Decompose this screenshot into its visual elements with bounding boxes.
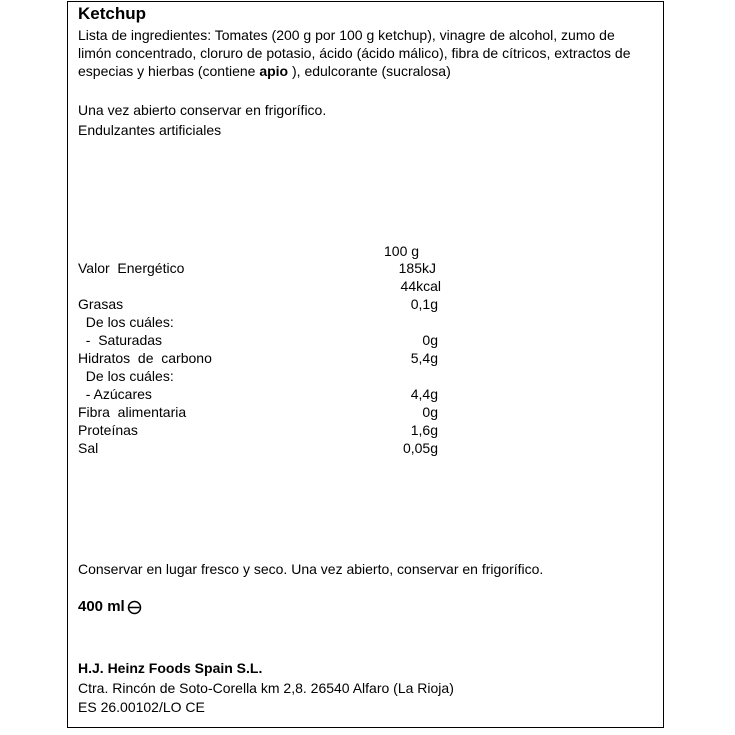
nutrition-row-carbs-of-which (78, 368, 430, 386)
nutrition-value: 185kJ (398, 260, 436, 276)
nutrition-label: Sal (78, 440, 99, 456)
nutrition-value: 0,05g (402, 440, 438, 456)
nutrition-label: - Azúcares (78, 386, 152, 402)
nutrition-label: - Saturadas (78, 332, 163, 348)
estimated-sign-icon (127, 600, 142, 615)
sweetener-note: Endulzantes artificiales (78, 122, 222, 138)
nutrition-header: 100 g (384, 243, 420, 259)
nutrition-row-carbohydrates (78, 350, 438, 368)
nutrition-row-fat-of-which (78, 314, 430, 332)
nutrition-value: 0g (422, 404, 438, 420)
net-quantity-value: 400 ml (78, 598, 125, 615)
nutrition-label: De los cuáles: (78, 314, 174, 330)
storage-note: Una vez abierto conservar en frigorífico. (78, 102, 327, 118)
nutrition-row-protein (78, 422, 438, 440)
allergen-highlight: apio (259, 63, 289, 79)
company-registry: ES 26.00102/LO CE (78, 699, 205, 715)
ingredients-text: Lista de ingredientes: Tomates (200 g por 100 g ketchup), vinagre de alcohol, zumo de limón concentrado, cloruro de potasio, ácido (ácido málico), fibra de cítricos, extractos de especias y hierbas (contiene (78, 27, 631, 79)
nutrition-value: 4,4g (410, 386, 438, 402)
company-address: Ctra. Rincón de Soto-Corella km 2,8. 26540 Alfaro (La Rioja) (78, 680, 454, 696)
nutrition-value: 44kcal (400, 278, 441, 294)
nutrition-row-fat (78, 296, 438, 314)
product-title: Ketchup (78, 4, 146, 23)
ingredients-text-end: ), edulcorante (sucralosa) (288, 63, 451, 79)
nutrition-row-fibre (78, 404, 438, 422)
nutrition-row-saturates (78, 332, 438, 350)
nutrition-row-salt (78, 440, 438, 458)
nutrition-label: Proteínas (78, 422, 138, 438)
storage-instructions: Conservar en lugar fresco y seco. Una vez abierto, conservar en frigorífico. (78, 561, 544, 577)
company-name: H.J. Heinz Foods Spain S.L. (78, 660, 263, 676)
nutrition-value: 0,1g (410, 296, 438, 312)
nutrition-label: Fibra alimentaria (78, 404, 187, 420)
nutrition-value: 0g (422, 332, 438, 348)
nutrition-row-energy-kj (78, 260, 436, 278)
nutrition-label: Hidratos de carbono (78, 350, 212, 366)
nutrition-row-sugars (78, 386, 438, 404)
nutrition-value: 1,6g (410, 422, 438, 438)
nutrition-value: 5,4g (410, 350, 438, 366)
nutrition-label: Grasas (78, 296, 124, 312)
nutrition-label: De los cuáles: (78, 368, 174, 384)
nutrition-row-energy-kcal (78, 278, 441, 296)
ingredients-list (78, 26, 638, 80)
net-quantity (78, 598, 142, 615)
nutrition-label: Valor Energético (78, 260, 185, 276)
